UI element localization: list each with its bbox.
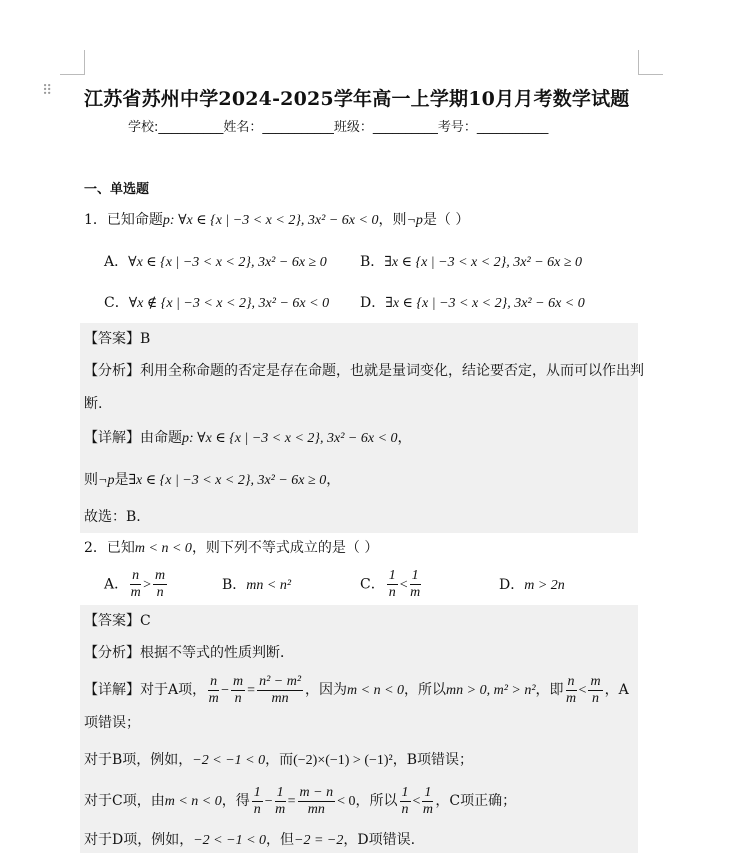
text: 【详解】由命题 [84,430,182,446]
q2-detail-d: 对于D项，例如，−2 < −1 < 0，但−2 = −2，D项错误. [84,832,416,848]
q2-detail-a: 【详解】对于A项， $\frac{n}{m}$ − $\frac{m}{n}$ = $\frac{\text{n² − m²}}{mn}$ ，因为m < n < 0，所以mn > 0, m² > n²，即 $\frac{n}{m}$ < $\frac{m}{n}$ ，A [84,673,629,706]
student-info-line: 学校:__________姓名：___________班级：__________考号：___________ [128,120,549,135]
q1-answer: 【答案】B [84,331,151,347]
drag-handle-icon[interactable]: ⠿ [42,83,54,99]
q1-option-a[interactable] [104,252,327,273]
option-math: mn < n² [246,578,292,593]
fraction: $\frac{1}{m}$ [410,568,421,600]
option-label: B． [222,577,247,593]
question-1-stem [84,210,469,231]
option-label: D． [360,295,386,311]
text: ， [397,430,412,446]
q2-analysis: 【分析】根据不等式的性质判断． [84,645,294,661]
option-math: ∀x ∈ {x | −3 < x < 2}, 3x² − 6x ≥ 0 [128,255,327,270]
option-label: C． [360,576,385,593]
text: 则 [84,472,98,488]
question-2-stem [84,538,378,559]
q2-option-a[interactable]: A． $\frac{n}{m}$ > $\frac{m}{n}$ [104,568,166,600]
q1-detail [84,428,412,449]
q1-stem-math: p: ∀x ∈ {x | −3 < x < 2}, 3x² − 6x < 0 [162,213,379,228]
section-heading: 一、单选题 [84,182,150,197]
q1-detail-then [84,470,340,491]
text: ， [326,472,341,488]
fraction: $\frac{1}{n}$ [388,568,396,600]
q1-stem-mid: ，则 [378,212,407,228]
q1-option-c[interactable] [104,293,329,314]
option-math: ∀x ∉ {x | −3 < x < 2}, 3x² − 6x < 0 [128,296,330,311]
math: ¬p [98,473,115,488]
text: 是 [114,472,129,488]
q1-option-b[interactable] [360,252,582,273]
option-label: A． [104,576,129,593]
option-math: ∃x ∈ {x | −3 < x < 2}, 3x² − 6x < 0 [385,296,585,311]
option-label: A． [104,254,129,270]
fraction: $\frac{m}{n}$ [155,568,166,600]
margin-corner-top-right [638,50,663,75]
option-label: B． [360,254,385,270]
option-label: D． [499,577,525,593]
math: ∃x ∈ {x | −3 < x < 2}, 3x² − 6x ≥ 0 [128,473,327,488]
fraction: $\frac{n}{m}$ [130,568,141,600]
q2-option-b[interactable] [222,575,291,596]
q2-detail-a-cont: 项错误； [84,715,140,731]
q1-stem-text: 1．已知命题 [84,212,163,228]
q2-answer: 【答案】C [84,613,151,629]
text: 2．已知 [84,540,135,556]
option-label: C． [104,295,129,311]
q1-analysis-cont: 断. [84,396,103,412]
option-math: ∃x ∈ {x | −3 < x < 2}, 3x² − 6x ≥ 0 [384,255,583,270]
q2-detail-b: 对于B项，例如，−2 < −1 < 0，而(−2)×(−1) > (−1)²，B项错误； [84,752,474,768]
q2-option-c[interactable]: C． $\frac{1}{n}$ < $\frac{1}{m}$ [360,568,421,600]
text: ，则下列不等式成立的是（ ） [191,540,379,556]
q1-choice: 故选：B. [84,509,141,525]
q2-option-d[interactable] [499,575,565,596]
q1-analysis: 【分析】利用全称命题的否定是存在命题，也就是量词变化，结论要否定，从而可以作出判 [84,363,644,379]
math: p: ∀x ∈ {x | −3 < x < 2}, 3x² − 6x < 0 [182,431,398,446]
q1-stem-math2: ¬p [406,213,423,228]
q1-option-d[interactable] [360,293,585,314]
option-math: m > 2n [524,578,565,593]
q1-stem-suffix: 是（ ） [422,212,470,228]
margin-corner-top-left [60,50,85,75]
document-title: 江苏省苏州中学2024-2025学年高一上学期10月月考数学试题 [84,88,630,110]
q2-detail-c: 对于C项，由m < n < 0，得 $\frac{1}{n}$ − $\frac{1}{m}$ = $\frac{m - n}{mn}$ < 0，所以 $\frac{1}{n}$ < $\frac{1}{m}$ ，C项正确； [84,784,517,817]
math: m < n < 0 [134,541,192,556]
